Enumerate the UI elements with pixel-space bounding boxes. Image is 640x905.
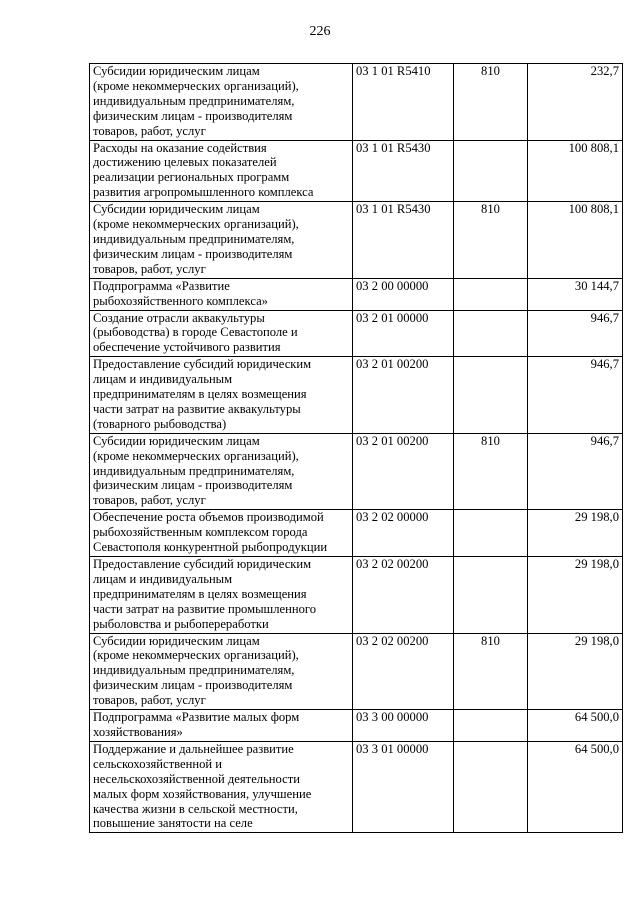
- row-expense-type: [454, 557, 528, 634]
- row-amount: 64 500,0: [528, 710, 623, 742]
- table-row: [90, 140, 623, 202]
- table-row: [90, 357, 623, 434]
- row-code: 03 3 01 00000: [353, 741, 454, 832]
- row-amount: 100 808,1: [528, 202, 623, 279]
- row-code: 03 2 02 00200: [353, 557, 454, 634]
- row-code: 03 2 01 00000: [353, 310, 454, 357]
- row-amount: 30 144,7: [528, 278, 623, 310]
- row-name: Предоставление субсидий юридическим лицам и индивидуальным предпринимателям в целях возмещения части затрат на развитие промышленного рыболовства и рыбопереработки: [90, 557, 353, 634]
- row-amount: 64 500,0: [528, 741, 623, 832]
- row-code: 03 2 02 00000: [353, 510, 454, 557]
- table-row: [90, 64, 623, 141]
- row-expense-type: [454, 357, 528, 434]
- row-amount: 946,7: [528, 310, 623, 357]
- row-expense-type: [454, 140, 528, 202]
- row-name: Обеспечение роста объемов производимой рыбохозяйственным комплексом города Севастополя конкурентной рыбопродукции: [90, 510, 353, 557]
- row-expense-type: [454, 278, 528, 310]
- row-expense-type: 810: [454, 202, 528, 279]
- table-row: [90, 202, 623, 279]
- row-code: 03 2 00 00000: [353, 278, 454, 310]
- row-amount: 29 198,0: [528, 633, 623, 710]
- row-name: Субсидии юридическим лицам (кроме некоммерческих организаций), индивидуальным предпринимателям, физическим лицам - производителям товаров, работ, услуг: [90, 633, 353, 710]
- row-expense-type: [454, 741, 528, 832]
- table-row: [90, 557, 623, 634]
- row-code: 03 1 01 R5430: [353, 140, 454, 202]
- row-name: Подпрограмма «Развитие рыбохозяйственного комплекса»: [90, 278, 353, 310]
- row-expense-type: [454, 510, 528, 557]
- row-code: 03 2 02 00200: [353, 633, 454, 710]
- row-code: 03 1 01 R5430: [353, 202, 454, 279]
- row-expense-type: 810: [454, 64, 528, 141]
- table-row: [90, 433, 623, 510]
- table-row: [90, 710, 623, 742]
- row-code: 03 3 00 00000: [353, 710, 454, 742]
- row-amount: 29 198,0: [528, 557, 623, 634]
- row-expense-type: [454, 310, 528, 357]
- row-expense-type: [454, 710, 528, 742]
- row-amount: 946,7: [528, 433, 623, 510]
- page-number: 226: [309, 24, 331, 39]
- row-amount: 100 808,1: [528, 140, 623, 202]
- row-amount: 29 198,0: [528, 510, 623, 557]
- row-code: 03 2 01 00200: [353, 433, 454, 510]
- row-name: Подпрограмма «Развитие малых форм хозяйствования»: [90, 710, 353, 742]
- row-code: 03 2 01 00200: [353, 357, 454, 434]
- row-name: Субсидии юридическим лицам (кроме некоммерческих организаций), индивидуальным предпринимателям, физическим лицам - производителям товаров, работ, услуг: [90, 202, 353, 279]
- row-name: Предоставление субсидий юридическим лицам и индивидуальным предпринимателям в целях возмещения части затрат на развитие аквакультуры (товарного рыбоводства): [90, 357, 353, 434]
- row-name: Поддержание и дальнейшее развитие сельскохозяйственной и несельскохозяйственной деятельности малых форм хозяйствования, улучшение качества жизни в сельской местности, повышение занятости на селе: [90, 741, 353, 832]
- row-name: Субсидии юридическим лицам (кроме некоммерческих организаций), индивидуальным предпринимателям, физическим лицам - производителям товаров, работ, услуг: [90, 64, 353, 141]
- table-row: [90, 741, 623, 832]
- row-name: Расходы на оказание содействия достижению целевых показателей реализации региональных программ развития агропромышленного комплекса: [90, 140, 353, 202]
- table-row: [90, 278, 623, 310]
- table-row: [90, 633, 623, 710]
- row-name: Субсидии юридическим лицам (кроме некоммерческих организаций), индивидуальным предпринимателям, физическим лицам - производителям товаров, работ, услуг: [90, 433, 353, 510]
- row-expense-type: 810: [454, 433, 528, 510]
- table-row: [90, 310, 623, 357]
- row-amount: 946,7: [528, 357, 623, 434]
- row-name: Создание отрасли аквакультуры (рыбоводства) в городе Севастополе и обеспечение устойчивого развития: [90, 310, 353, 357]
- row-amount: 232,7: [528, 64, 623, 141]
- table-row: [90, 510, 623, 557]
- budget-table: [89, 63, 623, 833]
- row-code: 03 1 01 R5410: [353, 64, 454, 141]
- row-expense-type: 810: [454, 633, 528, 710]
